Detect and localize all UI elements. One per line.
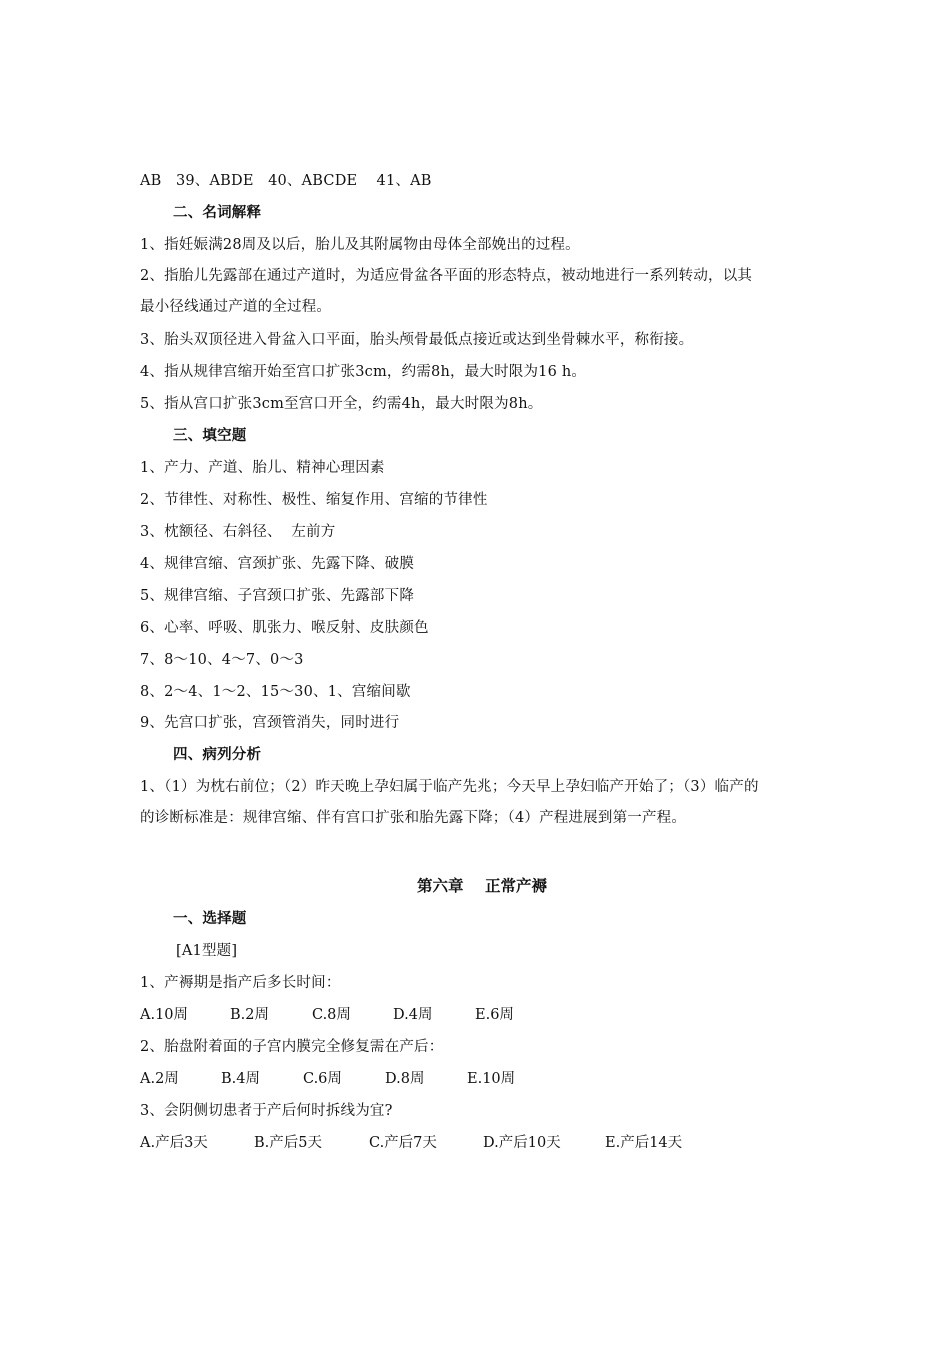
question-1-option-a: A.10周 xyxy=(140,1007,189,1023)
question-3-option-a: A.产后3天 xyxy=(140,1135,208,1151)
question-1-option-c: C.8周 xyxy=(312,1007,351,1023)
question-2-option-d: D.8周 xyxy=(385,1071,425,1087)
question-1-option-e: E.6周 xyxy=(475,1007,514,1023)
section2-title: 二、名词解释 xyxy=(173,204,262,221)
section3-item-2: 2、节律性、对称性、极性、缩复作用、宫缩的节律性 xyxy=(140,492,488,508)
question-3-option-d: D.产后10天 xyxy=(483,1135,561,1151)
section2-item-3: 3、胎头双顶径进入骨盆入口平面，胎头颅骨最低点接近或达到坐骨棘水平，称衔接。 xyxy=(140,332,694,348)
question-1-stem: 1、产褥期是指产后多长时间： xyxy=(140,975,341,991)
question-2-option-e: E.10周 xyxy=(467,1071,516,1087)
question-2-option-a: A.2周 xyxy=(140,1071,179,1087)
question-2-stem: 2、胎盘附着面的子宫内膜完全修复需在产后： xyxy=(140,1039,444,1055)
question-type-label: [A1型题] xyxy=(176,943,238,959)
question-3-option-c: C.产后7天 xyxy=(369,1135,437,1151)
section3-item-1: 1、产力、产道、胎儿、精神心理因素 xyxy=(140,460,385,476)
question-2-option-b: B.4周 xyxy=(221,1071,260,1087)
section3-item-9: 9、先宫口扩张，宫颈管消失，同时进行 xyxy=(140,715,400,731)
section3-item-7: 7、8～10、4～7、0～3 xyxy=(140,652,304,668)
section2-item-1: 1、指妊娠满28周及以后，胎儿及其附属物由母体全部娩出的过程。 xyxy=(140,237,580,253)
question-3-option-b: B.产后5天 xyxy=(254,1135,322,1151)
question-3-stem: 3、会阴侧切患者于产后何时拆线为宜? xyxy=(140,1103,393,1119)
section3-item-5: 5、规律宫缩、子宫颈口扩张、先露部下降 xyxy=(140,588,415,604)
section3-item-6: 6、心率、呼吸、肌张力、喉反射、皮肤颜色 xyxy=(140,620,429,636)
section2-item-2: 2、指胎儿先露部在通过产道时，为适应骨盆各平面的形态特点，被动地进行一系列转动，以其 xyxy=(140,268,753,284)
section2-item-2-cont: 最小径线通过产道的全过程。 xyxy=(140,299,332,315)
section3-item-3: 3、枕额径、右斜径、 左前方 xyxy=(140,524,336,540)
section3-item-4: 4、规律宫缩、宫颈扩张、先露下降、破膜 xyxy=(140,556,415,572)
chapter-title: 第六章 正常产褥 xyxy=(416,876,548,895)
section2-item-4: 4、指从规律宫缩开始至宫口扩张3cm，约需8h，最大时限为16 h。 xyxy=(140,364,587,380)
section4-title: 四、病列分析 xyxy=(173,746,262,763)
question-3-option-e: E.产后14天 xyxy=(605,1135,683,1151)
section3-title: 三、填空题 xyxy=(173,427,247,444)
chapter-section1-title: 一、选择题 xyxy=(173,910,247,927)
section4-line-1: 1、（1）为枕右前位；（2）昨天晚上孕妇属于临产先兆；今天早上孕妇临产开始了；（3）临产的 xyxy=(140,779,759,795)
question-1-option-d: D.4周 xyxy=(393,1007,433,1023)
section3-item-8: 8、2～4、1～2、15～30、1、宫缩间歇 xyxy=(140,684,411,700)
section2-item-5: 5、指从宫口扩张3cm至宫口开全，约需4h，最大时限为8h。 xyxy=(140,396,543,412)
question-1-option-b: B.2周 xyxy=(230,1007,269,1023)
answers-tail: AB 39、ABDE 40、ABCDE 41、AB xyxy=(140,173,432,189)
question-2-option-c: C.6周 xyxy=(303,1071,342,1087)
question-3-options xyxy=(140,1133,683,1273)
section4-line-2: 的诊断标准是：规律宫缩、伴有宫口扩张和胎先露下降；（4）产程进展到第一产程。 xyxy=(140,810,687,826)
